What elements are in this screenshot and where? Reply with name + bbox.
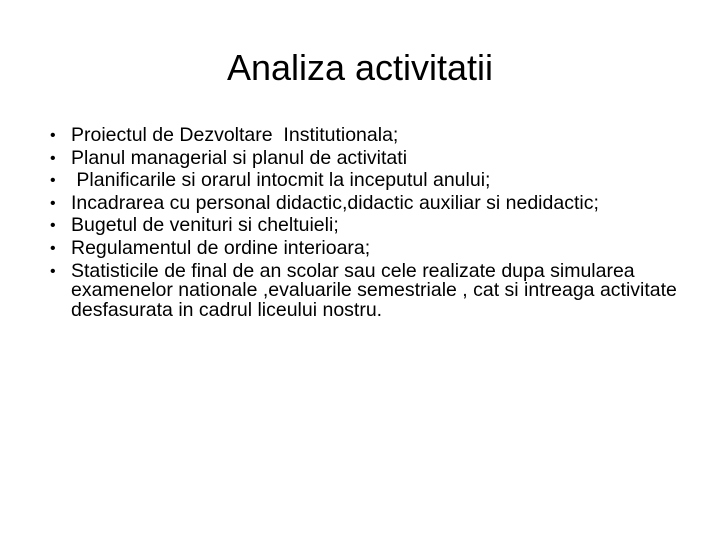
- bullet-item: [50, 216, 680, 236]
- bullet-text: Bugetul de venituri si cheltuieli;: [71, 214, 339, 237]
- bullet-item: [50, 259, 683, 321]
- bullet-text: Regulamentul de ordine interioara;: [71, 236, 371, 259]
- bullet-icon: •: [50, 217, 56, 235]
- slide-title: Analiza activitatii: [226, 47, 494, 88]
- bullet-text: Planul managerial si planul de activitati: [71, 146, 408, 169]
- bullet-icon: •: [50, 239, 56, 257]
- bullet-icon: •: [50, 172, 56, 190]
- bullet-item: [50, 191, 680, 214]
- bullet-text: Incadrarea cu personal didactic,didactic auxiliar si nedidactic;: [71, 191, 599, 214]
- bullet-item: [50, 146, 680, 169]
- bullet-text: Planificarile si orarul intocmit la inceputul anului;: [71, 169, 491, 192]
- bullet-text: Proiectul de Dezvoltare Institutionala;: [71, 124, 399, 146]
- bullet-item: [50, 126, 680, 146]
- bullet-icon: •: [50, 194, 56, 212]
- bullet-icon: •: [50, 127, 56, 144]
- bullet-text: Statisticile de final de an scolar sau cele realizate dupa simularea examenelor nationale ,evaluarile semestriale , cat si intreaga activitate desfasurata in cadrul liceului nostru.: [71, 259, 683, 321]
- bullet-item: [50, 236, 680, 259]
- bullet-icon: •: [50, 149, 56, 167]
- bullet-list: [50, 124, 683, 323]
- bullet-icon: •: [50, 262, 56, 280]
- bullet-item: [50, 171, 680, 191]
